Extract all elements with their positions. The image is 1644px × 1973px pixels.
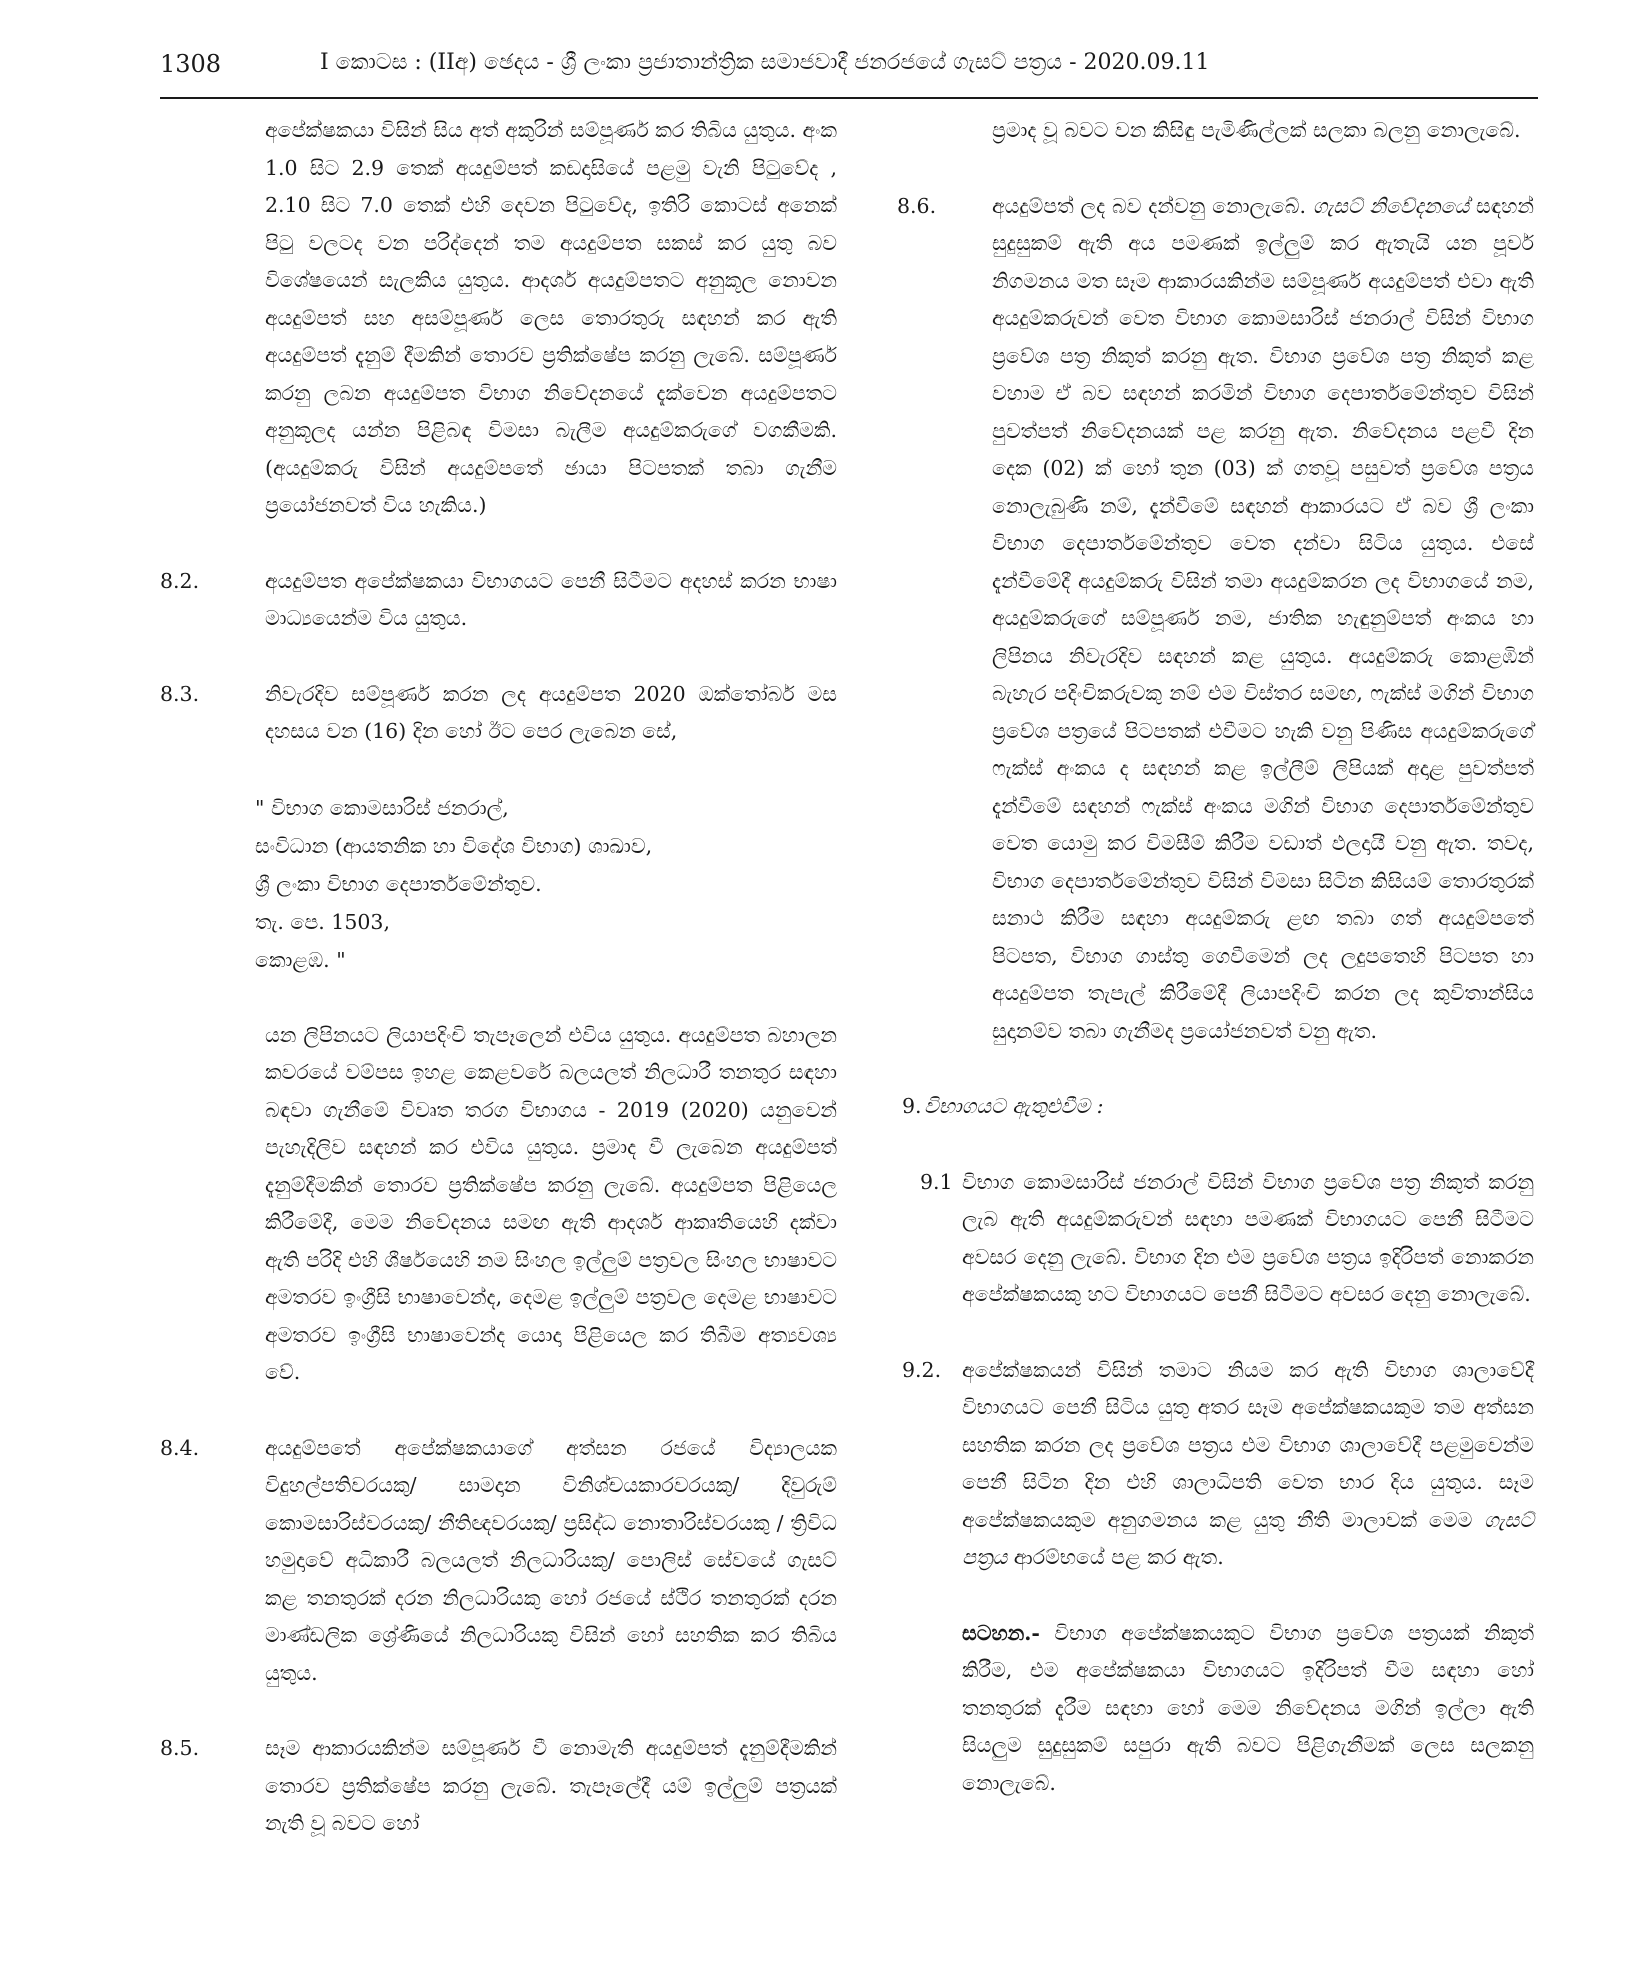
section-8-1-continuation: අපේක්ෂකයා විසින් සිය අත් අකුරින් සම්පූර්ණ කර තිබිය යුතුය. අංක 1.0 සිට 2.9 තෙක් අයදුම්පත් කඩදාසියේ පළමු වැනි පිටුවේද , 2.10 සිට 7.0 තෙක් එහි දෙවන පිටුවේද, ඉතිරි කොටස් අනෙක් පිටු වලටද වන පරිද්දෙන් තම අයදුම්පත සකස් කර යුතු බව විශේෂයෙන් සැලකිය යුතුය. ආදර්ශ අයදුම්පතට අනුකූල නොවන අයදුම්පත් සහ අසම්පූර්ණ ලෙස තොරතුරු සඳහන් කර ඇති අයදුම්පත් දැනුම් දීමකින් තොරව ප්‍රතික්ෂේප කරනු ලැබේ. සම්පූර්ණ කරනු ලබන අයදුම්පත විභාග නිවේදනයේ දැක්වෙන අයදුම්පතට අනුකූලද යන්න පිළිබඳ විමසා බැලීම අයදුම්කරුගේ වගකීමකි. (අයදුම්කරු විසින් අයදුම්පතේ ඡායා පිටපතක් තබා ගැනීම ප්‍රයෝජනවත් විය හැකිය.): [265, 118, 837, 517]
section-text-part: අපේක්ෂකයන් විසින් තමාට නියම කර ඇති විභාග ශාලාවේදී විභාගයට පෙනී සිටිය යුතු අතර සෑම අපේක්ෂකයකුම තම අත්සන සහතික කරන ලද ප්‍රවේශ පත්‍රය එම විභාග ශාලාවේදී පළමුවෙන්ම පෙනී සිටින දින එහි ශාලාධිපති වෙත භාර දිය යුතුය. සෑම අපේක්ෂකයකුම අනුගමනය කළ යුතු නීති මාලාවක් මෙම: [962, 1357, 1534, 1532]
section-text: සෑම ආකාරයකින්ම සම්පූර්ණ වී නොමැති අයදුම්පත් දැනුම්දීමකින් තොරව ප්‍රතික්ෂේප කරනු ලැබේ. තැපෑලේදී යම් ඉල්ලුම් පත්‍රයක් නැති වූ බවට හෝ: [265, 1736, 837, 1835]
section-number: 9.: [902, 1094, 922, 1118]
note: [962, 1615, 1534, 1803]
section-9-heading: [902, 1088, 1534, 1126]
section-text: අයදුම්පතේ අපේක්ෂකයාගේ අත්සන රජයේ විද්‍යාලයක විදුහල්පතිවරයකු/ සාමදාන විනිශ්චයකාරවරයකු/ දිවුරුම් කොමසාරිස්වරයකු/ නීතිඥවරයකු/ ප්‍රසිද්ධ නොතාරිස්වරයකු / ත්‍රිවිධ හමුදාවේ අධිකාරී බලයලත් නිලධාරියකු/ පොලිස් සේවයේ ගැසට් කළ තනතුරක් දරන නිලධාරියකු හෝ රජයේ ස්ථිර තනතුරක් දරන මාණ්ඩලික ශ්‍රේණියේ නිලධාරියකු විසින් හෝ සහතික කර තිබිය යුතුය.: [265, 1435, 837, 1685]
section-9-2: [902, 1352, 1534, 1577]
section-text-part: සඳහන් සුදුසුකම් ඇති අය පමණක් ඉල්ලුම් කර ඇතැයි යන පූර්ව නිගමනය මත සෑම ආකාරයකින්ම සම්පූර්ණ අයදුම්පත් එවා ඇති අයදුම්කරුවන් වෙත විභාග කොමසාරිස් ජනරාල් විසින් විභාග ප්‍රවේශ පත්‍ර නිකුත් කරනු ඇත. විභාග ප්‍රවේශ පත්‍ර නිකුත් කළ වහාම ඒ බව සඳහන් කරමින් විභාග දෙපාර්තමේන්තුව විසින් පුවත්පත් නිවේදනයක් පළ කරනු ඇත. නිවේදනය පළවී දින දෙක (02) ක් හෝ තුන (03) ක් ගතවූ පසුවත් ප්‍රවේශ පත්‍රය නොලැබුණි නම්, දැන්වීමේ සඳහන් ආකාරයට ඒ බව ශ්‍රී ලංකා විභාග දෙපාර්තමේන්තුව වෙත දන්වා සිටිය යුතුය. එසේ දැන්වීමේදී අයදුම්කරු විසින් තමා අයදුම්කරන ලද විභාගයේ නම, අයදුම්කරුගේ සම්පූර්ණ නම, ජාතික හැඳුනුම්පත් අංකය හා ලිපිනය නිවැරදිව සඳහන් කළ යුතුය. අයදුම්කරු කොළඹින් බැහැර පදිංචිකරුවකු නම් එම විස්තර සමඟ, ෆැක්ස් මගින් විභාග ප්‍රවේශ පත්‍රයේ පිටපතක් එවීමට හැකි වනු පිණිස අයදුම්කරුගේ ෆැක්ස් අංකය ද සඳහන් කළ ඉල්ලීම් ලිපියක් අදාළ පුවත්පත් දැන්වීමේ සඳහන් ෆැක්ස් අංකය මගින් විභාග දෙපාර්තමේන්තුව වෙත යොමු කර විමසීම් කිරීම වඩාත් ඵලදායී වනු ඇත. තවද, විභාග දෙපාර්තමේන්තුව විසින් විමසා සිටින කිසියම් තොරතුරක් සනාථ කිරීම සඳහා අයදුම්කරු ළඟ තබා ගත් අයදුම්පතේ පිටපත, විභාග ගාස්තු ගෙවීමෙන් ලද ලදුපතෙහි පිටපත හා අයදුම්පත තැපැල් කිරීමේදී ලියාපදිංචි කරන ලද කුවිතාන්සිය සුදානම්ව තබා ගැනීමද ප්‍රයෝජනවත් වනු ඇත.: [992, 193, 1534, 1043]
section-8-3: [160, 676, 837, 751]
gazette-header-title: I කොටස : (IIඅ) ඡෙදය - ශ්‍රී ලංකා ප්‍රජාතාන්ත්‍රික සමාජවාදී ජනරජයේ ගැසට් පත්‍රය - 2020.09.11: [320, 50, 1210, 75]
page-number: 1308: [160, 50, 222, 78]
note-label: සටහන.-: [962, 1620, 1040, 1645]
section-number: 8.5.: [160, 1736, 200, 1760]
gazette-italic: ගැසට් නිවේදනයේ: [1312, 193, 1470, 218]
section-title: විභාගයට ඇතුළුවීම :: [924, 1094, 1104, 1118]
address-line: ශ්‍රී ලංකා විභාග දෙපාර්තමේන්තුව.: [255, 871, 542, 896]
section-text-part: අයදුම්පත් ලද බව දන්වනු නොලැබේ.: [992, 193, 1306, 218]
section-8-2: [160, 563, 837, 638]
note-text: විභාග අපේක්ෂකයකුට විභාග ප්‍රවේශ පත්‍රයක් නිකුත් කිරීම, එම අපේක්ෂකයා විභාගයට ඉදිරිපත් වීම සඳහා හෝ තනතුරක් දැරීම සඳහා හෝ මෙම නිවේදනය මගින් ඉල්ලා ඇති සියලුම සුදුසුකම් සපුරා ඇති බවට පිළිගැනීමක් ලෙස සලකනු නොලැබේ.: [962, 1620, 1534, 1795]
section-text: නිවැරදිව සම්පූර්ණ කරන ලද අයදුම්පත 2020 ඔක්තෝබර් මස දහසය වන (16) දින හෝ ඊට පෙර ලැබෙන සේ,: [265, 681, 837, 743]
right-column: [897, 112, 1534, 1840]
section-number: 9.2.: [902, 1357, 942, 1382]
section-8-6: [897, 188, 1534, 1051]
section-number: 8.4.: [160, 1435, 200, 1460]
section-number: 9.1: [920, 1169, 953, 1194]
section-text: [992, 188, 1534, 1051]
page-header: [0, 40, 1644, 100]
section-number: 8.3.: [160, 681, 200, 706]
section-text-part: ආරම්භයේ පළ කර ඇත.: [1013, 1545, 1224, 1569]
section-8-3-continuation: යන ලිපිනයට ලියාපදිංචි තැපෑලෙන් එවිය යුතුය. අයදුම්පත බහාලන කවරයේ වම්පස ඉහළ කෙළවරේ බලයලත් නිලධාරී තනතුර සඳහා බඳවා ගැනීමේ විවෘත තරග විභාගය - 2019 (2020) යනුවෙන් පැහැදිලිව සඳහන් කර එවිය යුතුය. ප්‍රමාද වී ලැබෙන අයදුම්පත් දැනුම්දීමකින් තොරව ප්‍රතික්ෂේප කරනු ලැබේ. අයදුම්පත පිළියෙල කිරීමේදී, මෙම නිවේදනය සමඟ ඇති ආදර්ශ ආකෘතියෙහි දක්වා ඇති පරිදි එහි ශීර්ෂයෙහි නම සිංහල ඉල්ලුම් පත්‍රවල සිංහල භාෂාවට අමතරව ඉංග්‍රීසි භාෂාවෙන්ද, දෙමළ ඉල්ලුම් පත්‍රවල දෙමළ භාෂාවට අමතරව ඉංග්‍රීසි භාෂාවෙන්ද යොදා පිළියෙල කර තිබීම අත්‍යවශ්‍ය වේ.: [265, 1022, 837, 1384]
section-text: අයදුම්පත අපේක්ෂකයා විභාගයට පෙනී සිටීමට අදහස් කරන භාෂා මාධ්‍යයෙන්ම විය යුතුය.: [265, 568, 837, 630]
postal-address: [255, 789, 837, 979]
header-rule: [160, 97, 1538, 99]
left-column: [160, 112, 837, 1881]
address-line: කොළඹ. ": [255, 947, 346, 972]
address-line: සංවිධාන (ආයතනික හා විදේශ විභාග) ශාඛාව,: [255, 833, 653, 858]
section-text: [962, 1352, 1534, 1577]
address-line: " විභාග කොමසාරිස් ජනරාල්,: [255, 795, 509, 820]
address-line: තැ. පෙ. 1503,: [255, 909, 390, 934]
section-9-1: [902, 1164, 1534, 1314]
section-8-4: [160, 1430, 837, 1693]
section-8-5: [160, 1730, 837, 1843]
section-8-5-continuation: ප්‍රමාද වූ බවට වන කිසිඳු පැමිණිල්ලක් සලකා බලනු නොලැබේ.: [992, 118, 1521, 142]
section-number: 8.2.: [160, 568, 200, 593]
section-number: 8.6.: [897, 193, 937, 218]
gazette-italic: ගැසට් පත්‍රය: [962, 1507, 1534, 1569]
section-text: විභාග කොමසාරිස් ජනරාල් විසින් විභාග ප්‍රවේශ පත්‍ර නිකුත් කරනු ලැබ ඇති අයදුම්කරුවන් සඳහා පමණක් විභාගයට පෙනී සිටීමට අවසර දෙනු ලැබේ. විභාග දින එම ප්‍රවේශ පත්‍රය ඉදිරිපත් නොකරන අපේක්ෂකයකු හට විභාගයට පෙනී සිටීමට අවසර දෙනු නොලැබේ.: [962, 1169, 1534, 1306]
